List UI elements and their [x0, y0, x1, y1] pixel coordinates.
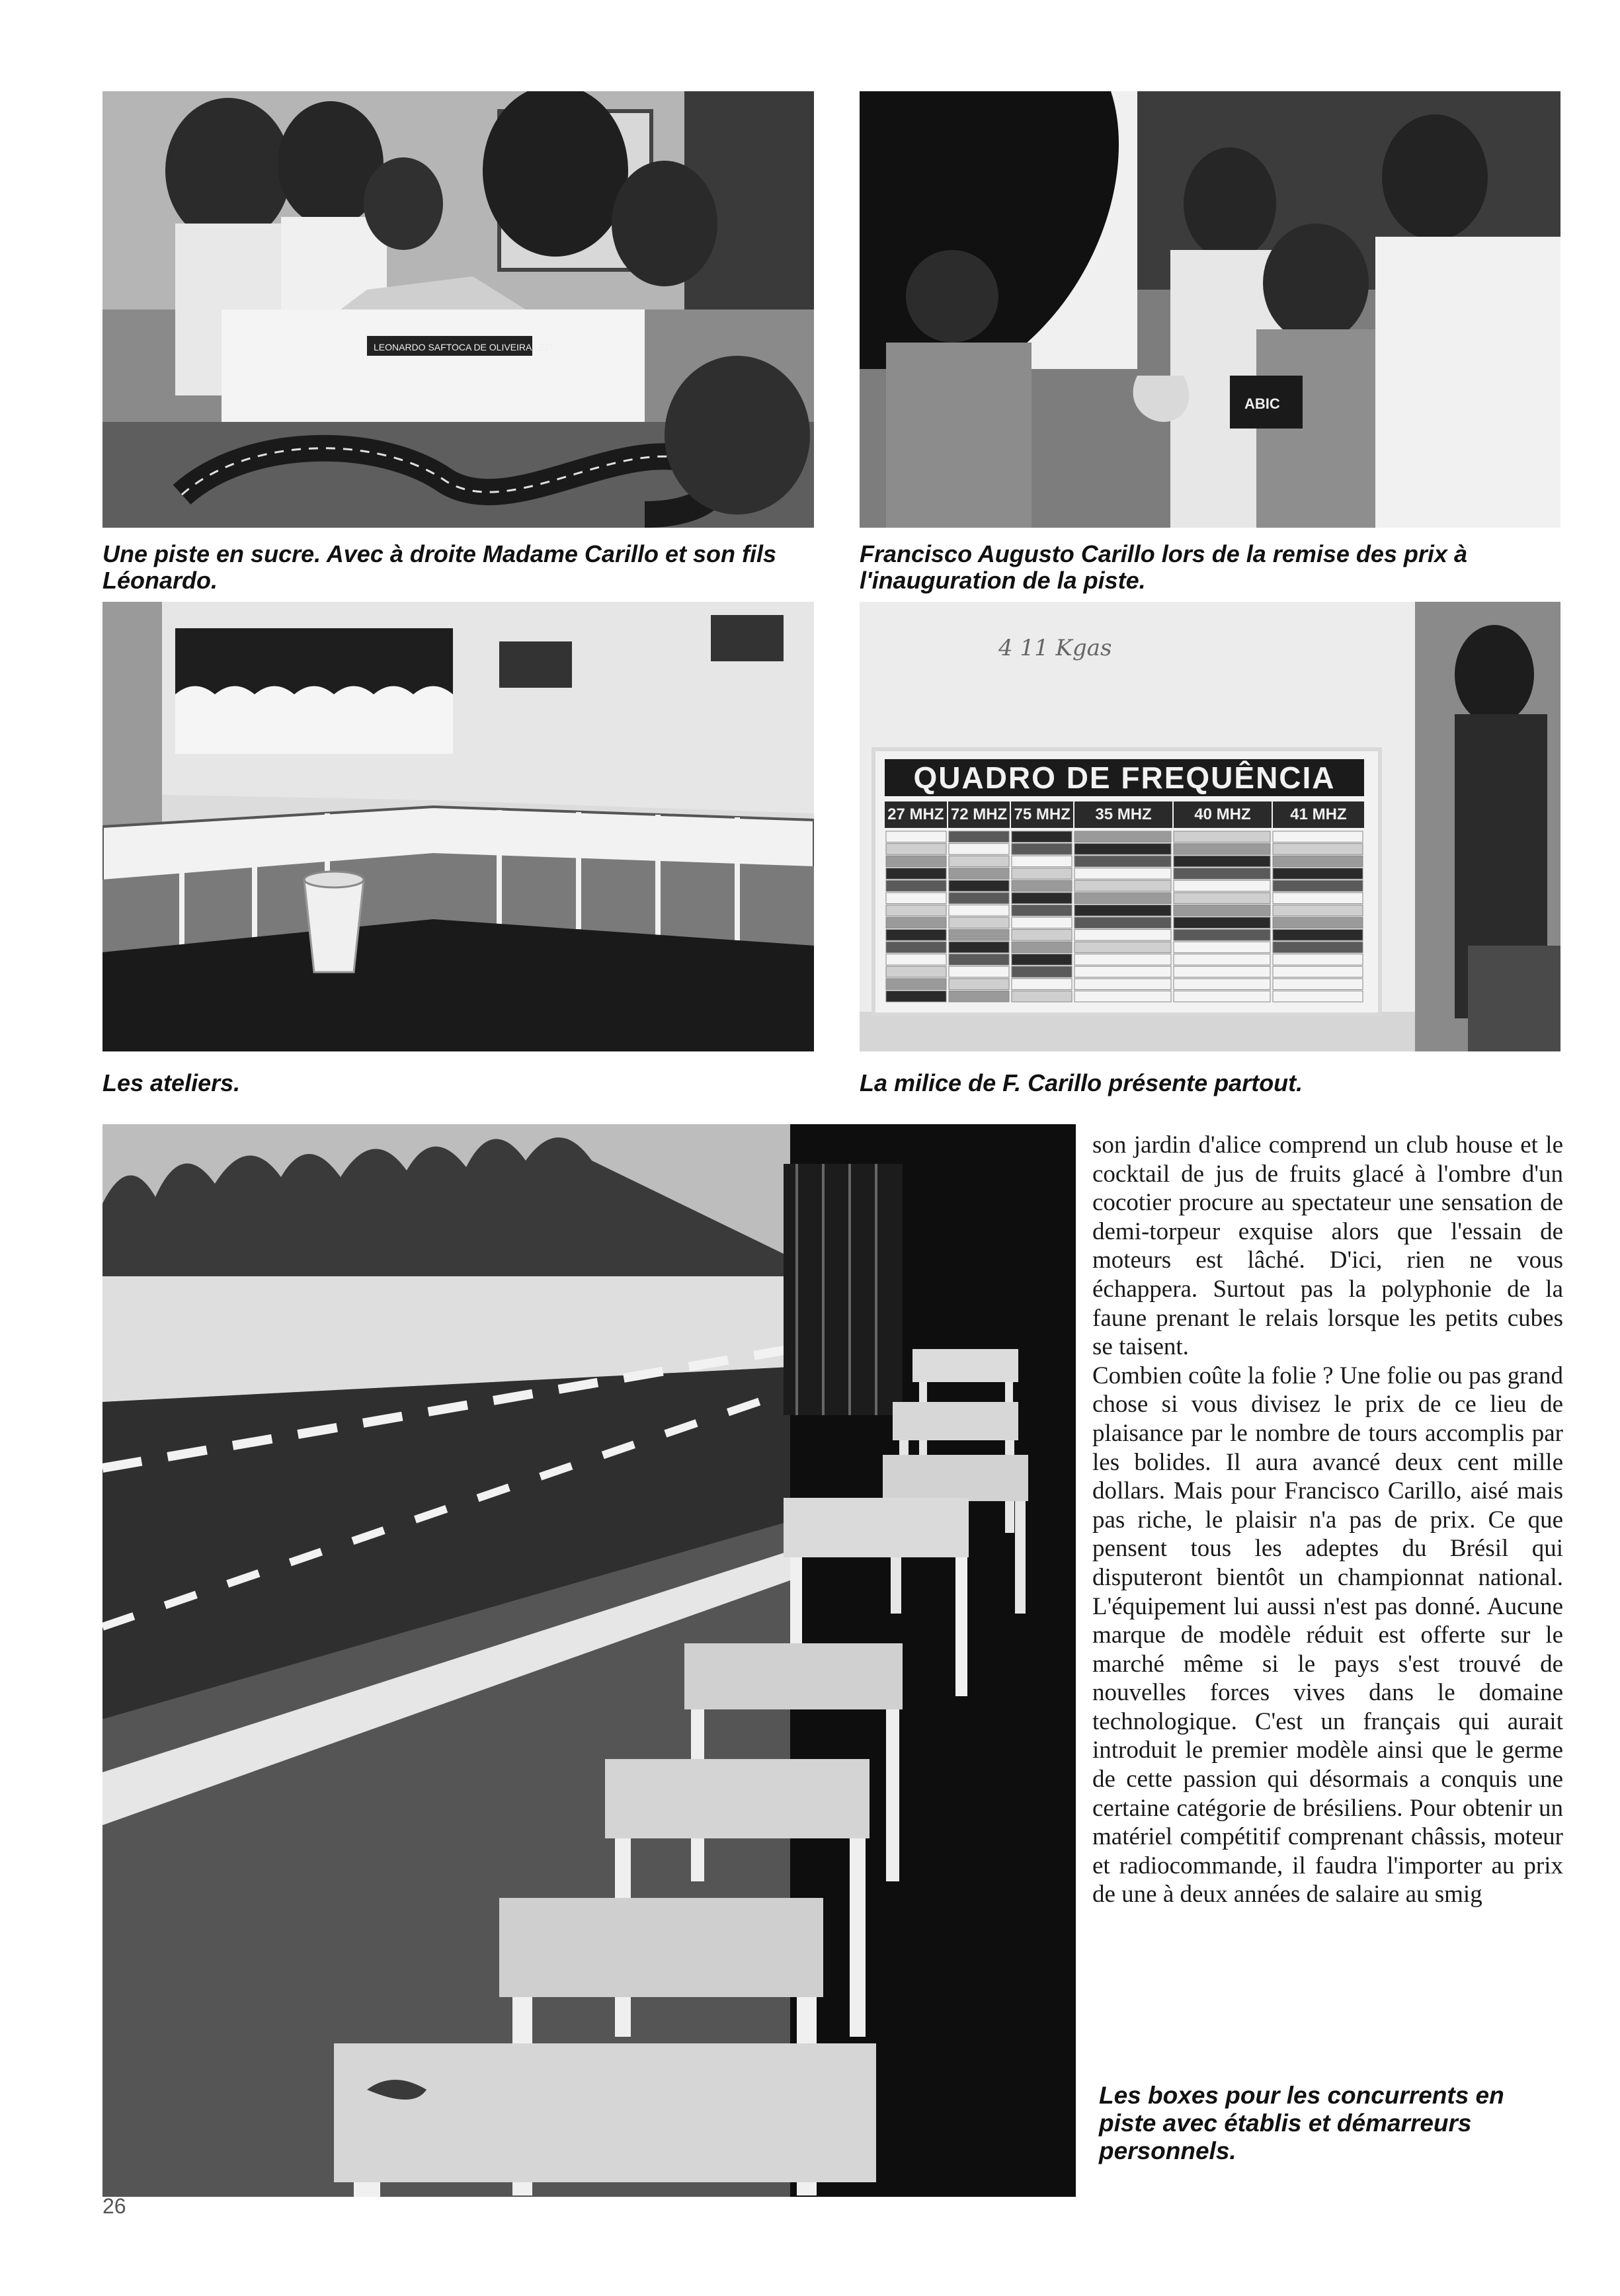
frequency-board-title: QUADRO DE FREQUÊNCIA	[885, 759, 1364, 796]
frequency-board-cell	[1174, 856, 1270, 867]
frequency-board-cell	[1012, 880, 1072, 891]
frequency-board-cell	[949, 893, 1009, 904]
frequency-board-cell	[886, 856, 946, 867]
frequency-board-cell	[949, 831, 1009, 842]
workshops-illustration	[102, 602, 814, 1051]
frequency-board-cell	[886, 844, 946, 855]
article-body	[1092, 1131, 1563, 1909]
frequency-board-cell	[1273, 930, 1363, 941]
caption-workshops: Les ateliers.	[102, 1069, 241, 1096]
frequency-board-cell	[949, 880, 1009, 891]
frequency-board-cell	[1273, 844, 1363, 855]
caption-pit-boxes: Les boxes pour les concurrents en piste avec établis et démarreurs personnels.	[1099, 2082, 1504, 2164]
frequency-board-cell	[886, 893, 946, 904]
frequency-board-cell	[886, 917, 946, 928]
frequency-board-cell	[886, 905, 946, 916]
frequency-board-cell	[886, 966, 946, 977]
frequency-board-cell	[949, 905, 1009, 916]
frequency-board-cell	[1012, 844, 1072, 855]
frequency-board	[871, 747, 1382, 1016]
frequency-board-cell	[1174, 966, 1270, 977]
frequency-board-cell	[1074, 966, 1171, 977]
frequency-column-label: 27 MHZ	[885, 801, 948, 828]
frequency-board-cell	[949, 868, 1009, 880]
frequency-board-cell	[949, 856, 1009, 867]
frequency-board-cell	[949, 930, 1009, 941]
photo-sugar-track	[102, 91, 814, 528]
frequency-board-cell	[886, 942, 946, 953]
frequency-board-cell	[1074, 991, 1171, 1002]
page-number: 26	[102, 2194, 126, 2218]
frequency-board-cell	[1074, 979, 1171, 990]
sugar-track-illustration	[102, 91, 814, 528]
frequency-board-cell	[1273, 893, 1363, 904]
frequency-board-cell	[949, 942, 1009, 953]
frequency-board-cell	[1273, 831, 1363, 842]
frequency-board-cell	[1012, 942, 1072, 953]
frequency-board-cell	[1012, 917, 1072, 928]
frequency-board-cell	[1012, 954, 1072, 965]
frequency-board-headers	[885, 801, 1364, 828]
frequency-board-grid	[885, 831, 1364, 1003]
frequency-board-cell	[1012, 905, 1072, 916]
frequency-board-cell	[1273, 868, 1363, 880]
frequency-board-cell	[1174, 905, 1270, 916]
frequency-board-cell	[1074, 942, 1171, 953]
frequency-board-cell	[1074, 954, 1171, 965]
frequency-board-cell	[886, 868, 946, 880]
frequency-board-cell	[1174, 991, 1270, 1002]
frequency-board-cell	[949, 954, 1009, 965]
frequency-board-cell	[1074, 905, 1171, 916]
frequency-board-cell	[1074, 831, 1171, 842]
frequency-board-cell	[1012, 991, 1072, 1002]
photo-pit-boxes	[102, 1124, 1076, 2197]
frequency-column-label: 35 MHZ	[1074, 801, 1174, 828]
frequency-board-cell	[1074, 868, 1171, 880]
caption-frequency-board: La milice de F. Carillo présente partout.	[860, 1069, 1303, 1096]
frequency-board-cell	[1273, 917, 1363, 928]
frequency-board-cell	[1074, 893, 1171, 904]
frequency-board-cell	[1273, 856, 1363, 867]
frequency-board-cell	[1012, 930, 1072, 941]
frequency-board-cell	[1012, 856, 1072, 867]
frequency-board-cell	[1273, 991, 1363, 1002]
frequency-board-cell	[1273, 942, 1363, 953]
frequency-board-cell	[1074, 856, 1171, 867]
article-paragraph: Combien coûte la folie ? Une folie ou pas grand chose si vous divisez le prix de ce lieu de plaisance par le nombre de tours accomplis par les bolides. Il aura avancé deux cent mille dollars. Mais pour Francisco Carillo, aisé mais pas riche, le plaisir n'a pas de prix. Ce que pensent tous les adeptes du Brésil qui disputeront bientôt un championnat national. L'équipement lui aussi n'est pas donné. Aucune marque de modèle réduit est offerte sur le marché même si le pays s'est trouvé de nouvelles forces vives dans le domaine technologique. C'est un français qui aurait introduit le premier modèle ainsi que le germe de cette passion qui désormais a conquis une certaine catégorie de brésiliens. Pour obtenir un matériel compétitif comprenant châssis, moteur et radiocommande, il faudra l'importer au prix de une à deux années de salaire au smig	[1092, 1362, 1563, 1908]
pit-boxes-illustration	[102, 1124, 1076, 2197]
frequency-board-cell	[1174, 942, 1270, 953]
frequency-board-cell	[1174, 917, 1270, 928]
frequency-board-cell	[949, 844, 1009, 855]
frequency-board-cell	[1174, 930, 1270, 941]
frequency-board-handwriting: 4 11 Kgas	[998, 635, 1112, 661]
caption-prize-ceremony: Francisco Augusto Carillo lors de la remise des prix à l'inauguration de la piste.	[860, 540, 1467, 594]
frequency-board-cell	[1012, 831, 1072, 842]
frequency-board-cell	[1174, 954, 1270, 965]
frequency-board-cell	[1273, 966, 1363, 977]
frequency-board-cell	[1074, 844, 1171, 855]
frequency-board-cell	[1012, 979, 1072, 990]
caption-sugar-track: Une piste en sucre. Avec à droite Madame Carillo et son fils Léonardo.	[102, 540, 776, 594]
frequency-board-cell	[1174, 844, 1270, 855]
prize-box-label: ABIC	[1244, 395, 1280, 412]
frequency-board-cell	[886, 979, 946, 990]
sugar-track-sign: LEONARDO SAFTOCA DE OLIVEIRA LEIT	[374, 342, 554, 352]
frequency-board-cell	[886, 880, 946, 891]
article-paragraph: son jardin d'alice comprend un club house et le cocktail de jus de fruits glacé à l'ombre d'un cocotier procure au spectateur une sensation de demi-torpeur exquise alors que l'essain de moteurs est lâché. D'ici, rien ne vous échappera. Surtout pas la polyphonie de la faune prenant le relais lorsque les petits cubes se taisent.	[1092, 1131, 1563, 1361]
frequency-board-cell	[1273, 880, 1363, 891]
frequency-board-cell	[949, 966, 1009, 977]
prize-ceremony-illustration	[860, 91, 1560, 528]
frequency-board-cell	[1012, 966, 1072, 977]
frequency-column-label: 75 MHZ	[1011, 801, 1074, 828]
frequency-board-cell	[1273, 954, 1363, 965]
frequency-board-cell	[1074, 880, 1171, 891]
frequency-board-cell	[1074, 930, 1171, 941]
frequency-column-label: 72 MHZ	[948, 801, 1012, 828]
frequency-board-cell	[1012, 868, 1072, 880]
frequency-column-label: 40 MHZ	[1174, 801, 1273, 828]
frequency-board-cell	[1174, 868, 1270, 880]
frequency-board-cell	[886, 954, 946, 965]
frequency-board-cell	[1012, 893, 1072, 904]
frequency-board-cell	[1174, 831, 1270, 842]
frequency-board-cell	[886, 831, 946, 842]
frequency-board-cell	[949, 917, 1009, 928]
frequency-board-cell	[886, 991, 946, 1002]
frequency-board-cell	[1273, 905, 1363, 916]
photo-workshops	[102, 602, 814, 1051]
frequency-column-label: 41 MHZ	[1290, 805, 1347, 823]
photo-prize-ceremony	[860, 91, 1560, 528]
photo-frequency-board	[860, 602, 1560, 1051]
frequency-board-cell	[1174, 880, 1270, 891]
frequency-board-cell	[949, 991, 1009, 1002]
frequency-board-cell	[1273, 979, 1363, 990]
frequency-board-cell	[1074, 917, 1171, 928]
frequency-board-cell	[949, 979, 1009, 990]
frequency-board-cell	[1174, 893, 1270, 904]
frequency-board-cell	[1174, 979, 1270, 990]
frequency-board-cell	[886, 930, 946, 941]
